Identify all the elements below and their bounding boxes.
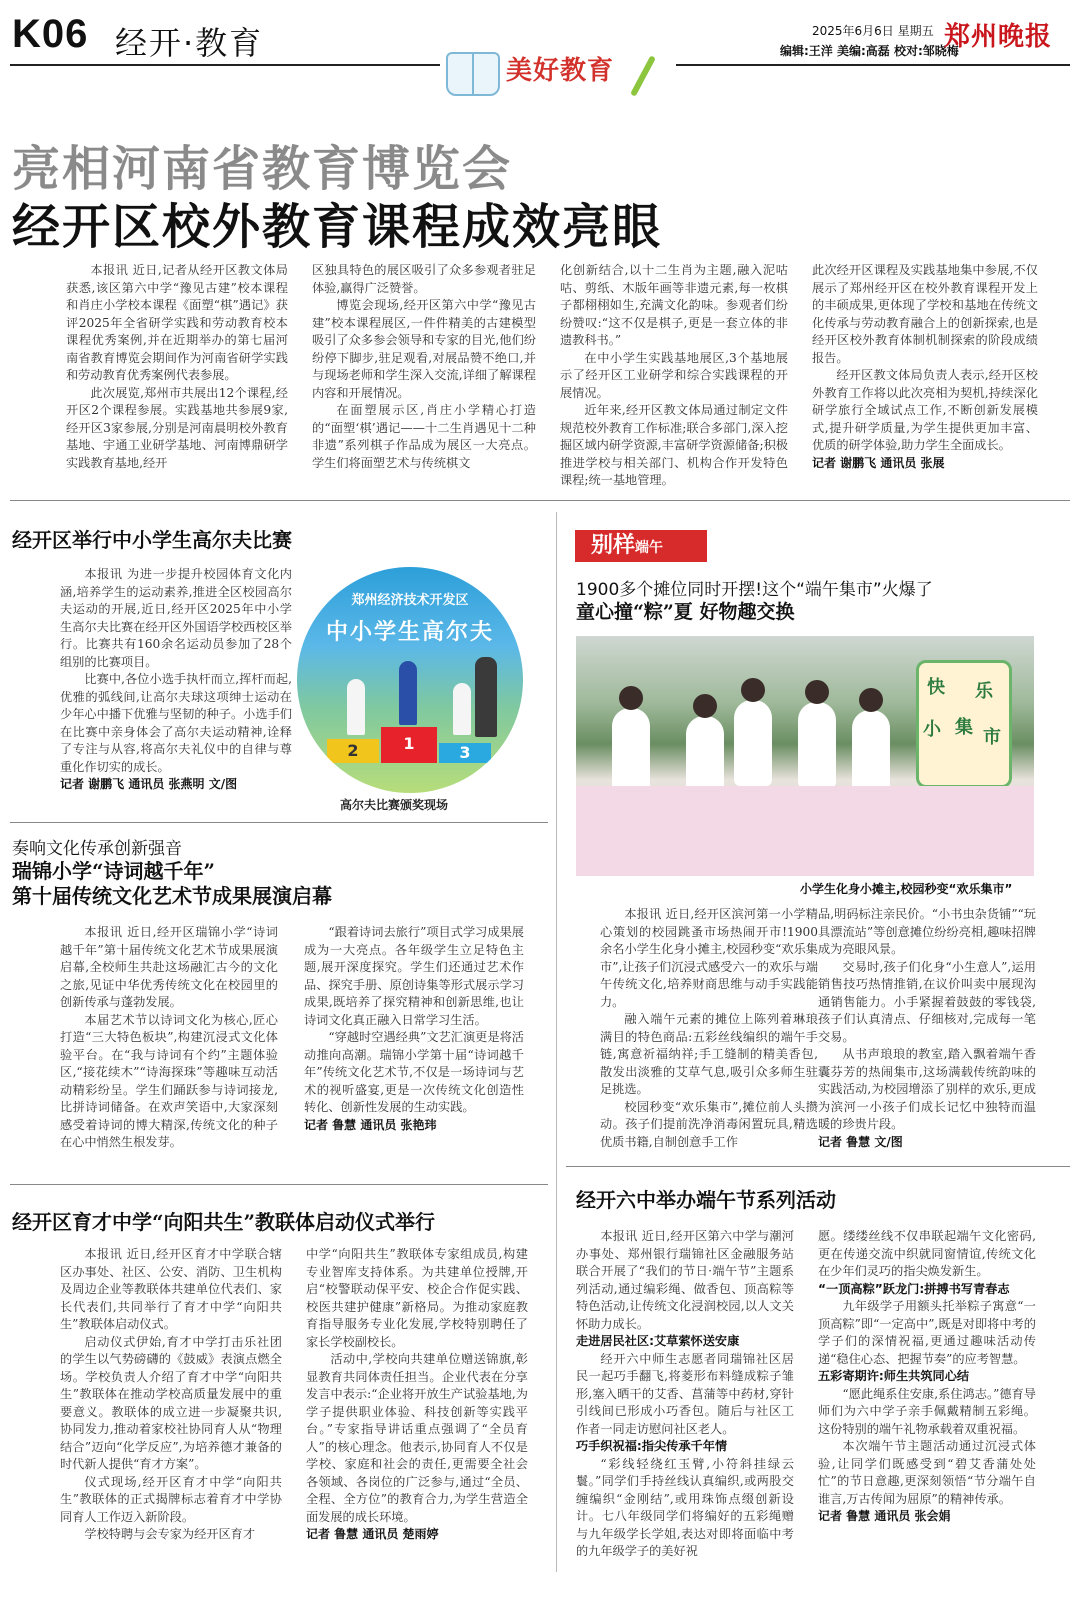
poetry-column-1 [60,924,278,1170]
market-title: 童心撞“粽”夏 好物趣交换 [576,601,795,623]
market-photo-caption: 小学生化身小摊主,校园秒变“欢乐集市” [800,882,1013,896]
yucai-column-1 [60,1246,282,1560]
section-divider [10,500,1070,501]
sign-char: 乐 [975,681,993,702]
sign-char: 集 [955,717,973,738]
column-divider [556,512,557,1572]
lead-column-1 [66,262,288,488]
no6-credit: 记者 鲁慧 通讯员 张会娟 [818,1509,951,1523]
no6-subheading: 五彩寄期许:师生共筑同心结 [818,1369,970,1383]
banner-text: 美好教育 [506,56,615,86]
masthead [0,0,1080,100]
no6-paragraph: 经开六中师生志愿者同瑞锦社区居民一起巧手翻飞,将菱形布料缝成粽子雏形,塞入晒干的艾香、菖蒲等中药材,穿针引线间已形成小巧香包。随后与社区工作者一同走访慰问社区老人。 [576,1351,794,1436]
no6-column-2 [818,1228,1036,1562]
market-kicker: 1900多个摊位同时开摆!这个“端午集市”火爆了 [576,580,933,600]
photo-banner-text: 中小学生高尔夫 [325,620,494,645]
no6-paragraph: 愿。缕缕丝线不仅串联起端午文化密码,更在传递交流中织就同窗情谊,传统文化在少年们灵巧的指尖焕发新生。 [818,1229,1036,1278]
lead-headline-top: 亮相河南省教育博览会 [12,141,513,197]
book-icon [446,52,500,96]
golf-photo-caption: 高尔夫比赛颁奖现场 [340,798,449,812]
golf-title: 经开区举行中小学生高尔夫比赛 [12,528,292,552]
lead-paragraph: 在面塑展示区,肖庄小学精心打造的“面塑‘棋’遇记——十二生肖遇见十二种非遗”系列棋子作品成为展区一大亮点。学生们将面塑艺术与传统棋文 [312,403,536,470]
poetry-title-line-1: 瑞锦小学“诗词越千年” [12,859,216,883]
golf-paragraph: 比赛中,各位小选手执杆而立,挥杆而起,优雅的弧线间,让高尔夫球这项绅士运动在少年心中播下优雅与坚韧的种子。小选手们在比赛中亲身体会了高尔夫运动精神,诠释了专注与从容,将高尔夫礼仪中的自律与尊重化作切实的成长。 [60,672,292,774]
issue-date: 2025年6月6日 星期五 [812,24,934,38]
no6-paragraph: 本次端午节主题活动通过沉浸式体验,让同学们既感受到“碧艾香蒲处处忙”的节日意趣,更深刻领悟“节分端午自谁言,万古传闻为屈原”的精神传承。 [818,1439,1036,1506]
no6-subheading: 巧手织祝福:指尖传承千年情 [576,1439,728,1453]
yucai-paragraph: 启动仪式伊始,育才中学打击乐社团的学生以气势磅礴的《鼓威》表演点燃全场。学校负责人介绍了育才中学“向阳共生”教联体在推动学校高质量发展中的重要意义。教联体的成立进一步凝聚共识,协同发力,推动着家校社协同育人从“物理结合”迈向“化学反应”,为培养德才兼备的时代新人提供“育才方案”。 [60,1334,282,1471]
lead-paragraph: 本报讯 近日,记者从经开区教文体局获悉,该区第六中学“豫见古建”校本课程和肖庄小学校本课程《面塑“棋”遇记》获评2025年全省研学实践和劳动教育校本课程优秀案例,并在近期举办的第七届河南省教育博览会期间作为河南省研学实践和劳动教育优秀案例代表参展。 [66,263,288,382]
golf-award-photo [297,567,523,793]
poetry-paragraph: 本届艺术节以诗词文化为核心,匠心打造“三大特色板块”,构建沉浸式文化体验平台。在“我与诗词有个约”主题体验区,“接花续木”“诗海探珠”等趣味互动活动精彩纷呈。学生们踊跃参与诗词接龙,比拼诗词储备。在欢声笑语中,大家深刻感受着诗词的博大精深,传统文化的种子在心中悄然生根发芽。 [60,1012,278,1149]
market-column-2 [818,906,1036,1152]
page-number: K06 [12,12,89,56]
golf-column [60,566,292,796]
lead-paragraph: 区独具特色的展区吸引了众多参观者驻足体验,赢得广泛赞誉。 [312,263,536,295]
no6-paragraph: “愿此绳系住安康,系住鸿志。”德育导师们为六中学子亲手佩戴精制五彩绳。这份特别的端午礼物承载着双重祝福。 [818,1386,1036,1436]
lead-paragraph: 化创新结合,以十二生肖为主题,融入泥咕咕、剪纸、木版年画等非遗元素,每一枚棋子都栩栩如生,充满文化韵味。参观者们纷纷赞叹:“这不仅是棋子,更是一套立体的非遗教科书。” [560,263,788,347]
market-photo [576,636,1034,876]
market-stall-table [576,786,1034,876]
lead-column-2 [312,262,536,488]
no6-subheading: 走进居民社区:艾草萦怀送安康 [576,1334,740,1348]
yucai-paragraph: 活动中,学校向共建单位赠送锦旗,彰显教育共同体责任担当。企业代表在分享发言中表示:“企业将开放生产试验基地,为学子提供职业体验、科技创新等实践平台。”专家指导讲话重点强调了“全员育人”的核心理念。他表示,协同育人不仅是学校、家庭和社会的责任,更需要全社会各领域、各岗位的广泛参与,通过“全员、全程、全方位”的教育合力,为学生营造全面发展的成长环境。 [306,1352,528,1524]
lead-column-4 [812,262,1038,488]
photo-figure [798,702,836,788]
special-tag-subtext: 端午 [635,540,664,556]
yucai-paragraph: 仪式现场,经开区育才中学“向阳共生”教联体的正式揭牌标志着育才中学协同育人工作迈入新阶段。 [60,1474,282,1524]
golf-credit: 记者 谢鹏飞 通讯员 张燕明 文/图 [60,777,238,791]
photo-figure [734,700,772,786]
poetry-paragraph: “跟着诗词去旅行”项目式学习成果展成为一大亮点。各年级学生立足特色主题,展开深度探究。学生们还通过艺术作品、探究手册、原创诗集等形式展示学习成果,既培养了探究精神和创新思维,也让诗词文化真正融入日常学习生活。 [304,925,524,1027]
lead-paragraph: 此次经开区课程及实践基地集中参展,不仅展示了郑州经开区在校外教育课程开发上的丰硕成果,更体现了学校和基地在传统文化传承与劳动教育融合上的创新探索,也是经开区校外教育体制机制探索的阶段成绩报告。 [812,263,1038,365]
pencil-icon [630,55,656,97]
no6-title: 经开六中举办端午节系列活动 [576,1188,836,1212]
special-tag [575,530,707,562]
market-paragraph: 校园秒变“欢乐集市”,摊位前人头攒动。孩子们提前洗净消毒闲置玩具,精选优质书籍,自制创意手工作 [600,1099,818,1149]
section-divider [10,1184,548,1185]
market-paragraph: 品,明码标注亲民价。“小书虫杂货铺”“玩具漂流站”等创意摊位纷纷亮相,趣味招牌成为亮眼风景。 [818,907,1036,956]
no6-column-1 [576,1228,794,1562]
sign-char: 快 [927,677,945,698]
market-credit: 记者 鲁慧 文/图 [818,1134,903,1149]
yucai-paragraph: 中学“向阳共生”教联体专家组成员,构建专业智库支持体系。为共建单位授牌,开启“校警联动保平安、校企合作促实践、校医共建护健康”新格局。为推动家庭教育指导服务专业化发展,学校特别聘任了家长学校副校长。 [306,1247,528,1349]
podium-third: 3 [439,743,491,763]
yucai-paragraph: 学校特聘与会专家为经开区育才 [84,1527,256,1541]
lead-column-3 [560,262,788,488]
yucai-paragraph: 本报讯 近日,经开区育才中学联合辖区办事处、社区、公安、消防、卫生机构及周边企业等教联体共建单位代表们、家长代表们,共同举行了育才中学“向阳共生”教联体启动仪式。 [60,1247,282,1331]
section-divider [10,822,548,823]
yucai-title: 经开区育才中学“向阳共生”教联体启动仪式举行 [12,1210,436,1234]
poetry-credit: 记者 鲁慧 通讯员 张艳玮 [304,1117,437,1132]
lead-paragraph: 近年来,经开区教文体局通过制定文件规范校外教育工作标准;联合多部门,深入挖掘区域内研学资源,丰富研学资源储备;积极推进学校与相关部门、机构合作开发特色课程;统一基地管理。 [560,403,788,487]
market-paragraph: 融入端午元素的摊位上陈列着琳琅满目的特色商品:五彩丝线编织的端午手链,寓意祈福纳祥;手工缝制的精美香包,散发出淡雅的艾草气息,吸引众多师生驻足挑选。 [600,1012,818,1096]
poetry-paragraph: “穿越时空遇经典”文艺汇演更是将活动推向高潮。瑞锦小学第十届“诗词越千年”传统文化艺术节,不仅是一场诗词与艺术的视听盛宴,更是一次传统文化创造性转化、创新性发展的生动实践。 [304,1030,524,1114]
no6-paragraph: 本报讯 近日,经开区第六中学与潮河办事处、郑州银行瑞锦社区金融服务站联合开展了“我们的节日·端午节”主题系列活动,通过编彩绳、做香包、顶高粽等特色活动,让传统文化浸润校园,以人文关怀助力成长。 [576,1229,794,1331]
section-banner [440,42,676,108]
market-paragraph: 从书声琅琅的教室,踏入飘着端午香囊芬芳的热闹集市,这场满载传统韵味的实践活动,为校园增添了别样的欢乐,更成为滨河一小孩子们成长记忆中独特而温暖的珍贵片段。 [818,1047,1036,1131]
section-name: 经开·教育 [115,24,264,62]
sign-char: 市 [983,727,1001,748]
sign-char: 小 [923,719,941,740]
no6-paragraph: 九年级学子用额头托举粽子寓意“一顶高粽”即“一定高中”,既是对即将中考的学子们的深情祝福,更通过趣味活动传递“稳住心态、把握节奏”的应考智慧。 [818,1299,1036,1366]
lead-paragraph: 经开区教文体局负责人表示,经开区校外教育工作将以此次亮相为契机,持续深化研学旅行全域试点工作,不断创新发展模式,提升研学质量,为学生提供更加丰富、优质的研学体验,助力学生全面成长。 [812,368,1038,452]
photo-banner-text: 郑州经济技术开发区 [351,593,469,608]
poetry-paragraph: 本报讯 近日,经开区瑞锦小学“诗词越千年”第十届传统文化艺术节成果展演启幕,全校师生共赴这场融汇古今的文化之旅,见证中华优秀传统文化在校园里的创新传承与蓬勃发展。 [60,925,278,1009]
golf-paragraph: 本报讯 为进一步提升校园体育文化内涵,培养学生的运动素养,推进全区校园高尔夫运动的开展,近日,经开区2025年中小学生高尔夫比赛在经开区外国语学校西校区举行。比赛共有160余名运动员参加了28个组别的比赛项目。 [60,567,292,669]
lead-paragraph: 在中小学生实践基地展区,3个基地展示了经开区工业研学和综合实践课程的开展情况。 [560,350,788,400]
lead-paragraph: 博览会现场,经开区第六中学“豫见古建”校本课程展区,一件件精美的古建模型吸引了众多参会领导和专家的目光,他们纷纷停下脚步,驻足观看,对展品赞不绝口,并与现场老师和学生深入交流,详细了解课程内容和开展情况。 [312,298,536,400]
lead-credit: 记者 谢鹏飞 通讯员 张展 [812,455,945,470]
market-column-1 [600,906,818,1152]
yucai-column-2 [306,1246,528,1560]
no6-paragraph: “彩线轻绕红玉臂,小符斜挂绿云鬟。”同学们手持丝线认真编织,或两股交缠编织“金刚结”,或用珠饰点缀创新设计。七八年级同学们将编好的五彩绳赠与九年级学长学姐,表达对即将面临中考的九年级学子的美好祝 [576,1456,794,1558]
photo-figure [399,661,417,725]
market-sign-board [916,660,1012,788]
lead-paragraph: 此次展览,郑州市共展出12个课程,经开区2个课程参展。实践基地共参展9家,经开区3家参展,分别是河南晨明校外教育基地、宇通工业研学基地、河南博鼎研学实践教育基地,经开 [66,385,288,470]
yucai-credit: 记者 鲁慧 通讯员 楚雨婷 [306,1527,439,1541]
poetry-title-line-2: 第十届传统文化艺术节成果展演启幕 [12,884,332,908]
market-paragraph: 交易时,孩子们化身“小生意人”,运用销售技巧热情推销,在议价叫卖中展现沟通销售能力。小手紧握着鼓鼓的零钱袋,孩子们认真清点、仔细核对,完成每一笔交易。 [818,959,1036,1044]
photo-figure [347,679,365,735]
market-paragraph: 本报讯 近日,经开区滨河第一小学精心策划的校园跳蚤市场热闹开市!1900余名小学生化身小摊主,校园秒变“欢乐集市”,让孩子们沉浸式感受六一的欢乐与端午传统文化,培养财商思维与动手实践能力。 [600,907,818,1009]
section-divider [566,1166,1070,1167]
photo-figure [453,683,471,735]
podium-first: 1 [381,727,437,763]
photo-figure [612,708,650,794]
no6-subheading: “一顶高粽”跃龙门:拼搏书写青春志 [818,1281,1010,1296]
special-tag-text: 别样 [591,533,636,558]
poetry-column-2 [304,924,524,1170]
photo-figure [852,710,890,796]
newspaper-logo: 郑州晚报 [944,22,1053,52]
editors-line: 编辑:王洋 美编:高磊 校对:邹晓梅 [780,44,959,58]
podium-second: 2 [327,739,379,763]
photo-figure [475,657,497,737]
lead-headline-main: 经开区校外教育课程成效亮眼 [12,199,663,255]
poetry-kicker: 奏响文化传承创新强音 [12,839,182,859]
